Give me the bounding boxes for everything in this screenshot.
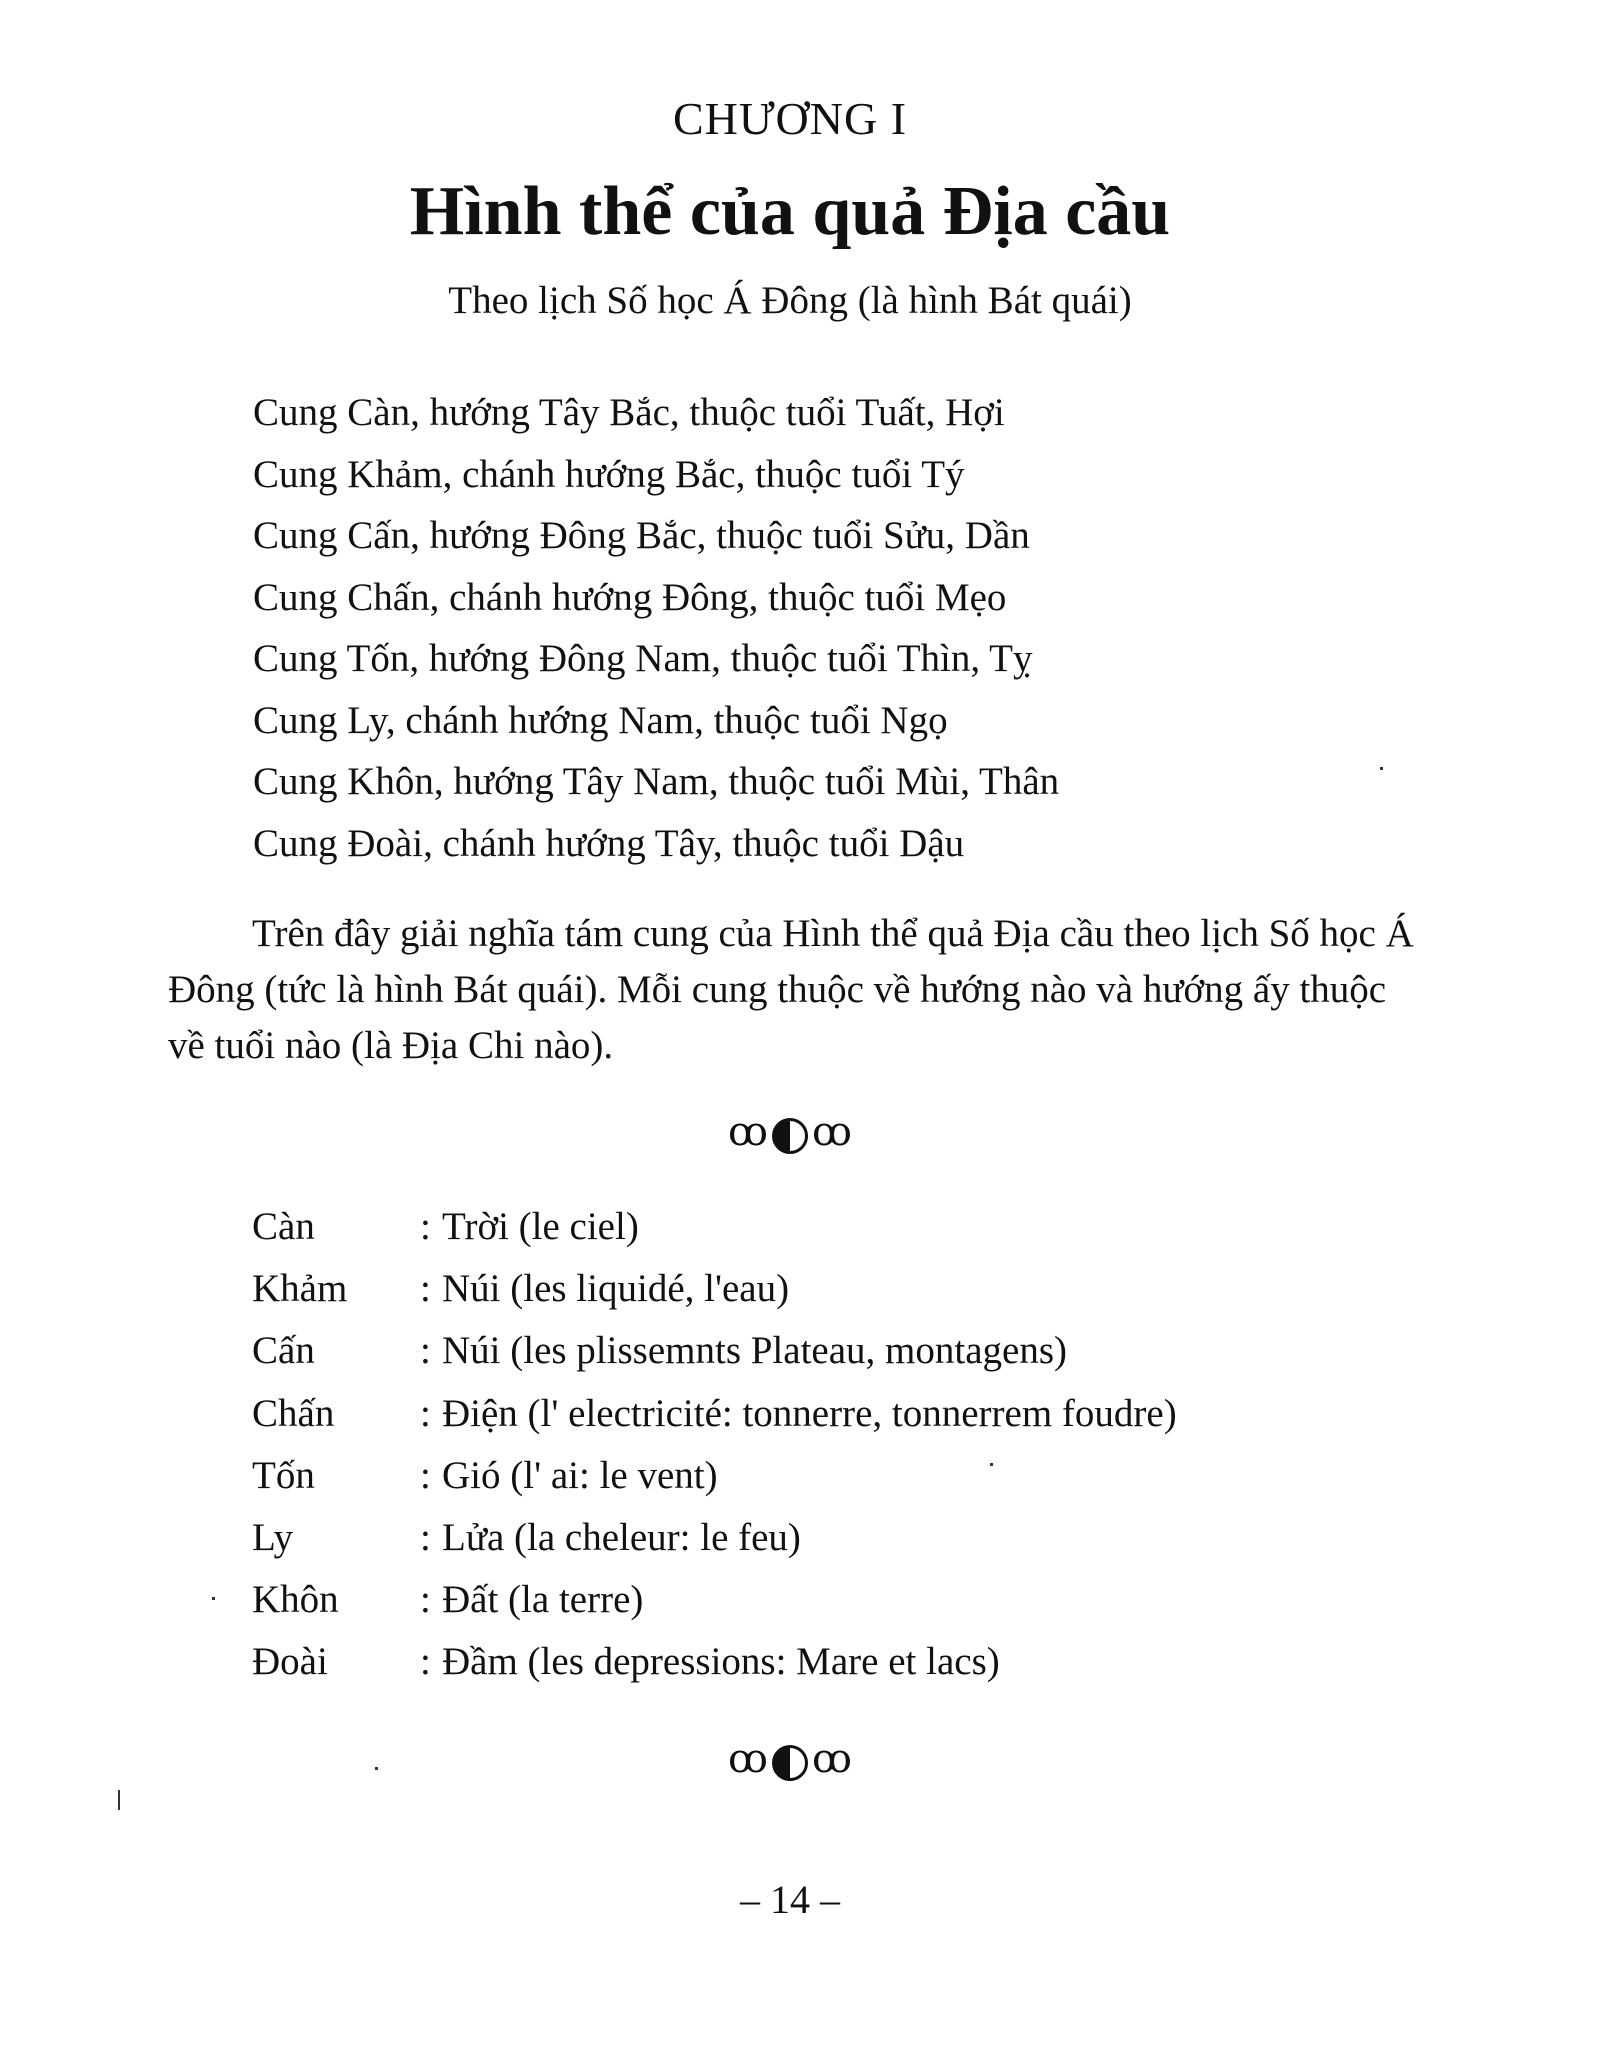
cung-item: Cung Chấn, chánh hướng Đông, thuộc tuổi Mẹo xyxy=(253,575,1007,619)
scan-speck xyxy=(212,1597,215,1600)
ornament-right: ꝏ xyxy=(812,1109,852,1154)
cung-item: Cung Cấn, hướng Đông Bắc, thuộc tuổi Sửu, Dần xyxy=(253,514,1030,557)
glossary-row xyxy=(252,1631,1452,1693)
glossary-row xyxy=(252,1258,1452,1320)
explanation-paragraph xyxy=(168,906,1418,1074)
scan-speck xyxy=(375,1767,378,1770)
glossary-definition: Gió (l' ai: le vent) xyxy=(442,1453,718,1497)
cung-item: Cung Tốn, hướng Đông Nam, thuộc tuổi Thìn, Tỵ xyxy=(253,637,1033,680)
cung-item: Cung Khảm, chánh hướng Bắc, thuộc tuổi Tý xyxy=(253,452,965,496)
glossary-row xyxy=(252,1445,1452,1507)
chapter-title: Hình thể của quả Địa cầu xyxy=(409,173,1171,250)
glossary-term: Càn xyxy=(252,1205,315,1248)
ornament-left: ꝏ xyxy=(728,1736,768,1781)
glossary-colon: : xyxy=(420,1329,431,1373)
cung-item: Cung Càn, hướng Tây Bắc, thuộc tuổi Tuất, Hợi xyxy=(253,391,1005,434)
glossary-term: Chấn xyxy=(252,1391,335,1435)
ornament-divider xyxy=(0,1108,1580,1155)
glossary-term: Cấn xyxy=(252,1329,315,1373)
glossary-row xyxy=(252,1320,1452,1382)
glossary-row xyxy=(252,1507,1452,1569)
glossary-colon: : xyxy=(420,1515,431,1559)
glossary-colon: : xyxy=(420,1640,431,1684)
glossary-definition: Trời (le ciel) xyxy=(442,1205,639,1248)
paragraph-text: Trên đây giải nghĩa tám cung của Hình thể quả Địa cầu theo lịch Số học Á Đông (tức là hình Bát quái). Mỗi cung thuộc về hướng nào và hướng ấy thuộc về tuổi nào (là Địa Chi nào). xyxy=(168,912,1414,1067)
glossary-definition: Núi (les plissemnts Plateau, montagens) xyxy=(442,1329,1067,1373)
cung-item: Cung Đoài, chánh hướng Tây, thuộc tuổi Dậu xyxy=(253,821,965,865)
cung-list xyxy=(253,382,1453,874)
glossary-definition: Đầm (les depressions: Mare et lacs) xyxy=(442,1640,1000,1684)
page-number: – 14 – xyxy=(740,1877,840,1922)
glossary-definition: Lửa (la cheleur: le feu) xyxy=(442,1515,801,1559)
glossary-term: Khảm xyxy=(252,1267,348,1311)
cung-item: Cung Ly, chánh hướng Nam, thuộc tuổi Ngọ xyxy=(253,698,948,742)
glossary-row xyxy=(252,1569,1452,1631)
glossary-term: Tốn xyxy=(252,1453,315,1497)
glossary-definition: Điện (l' electricité: tonnerre, tonnerrem foudre) xyxy=(442,1391,1177,1435)
cung-item: Cung Khôn, hướng Tây Nam, thuộc tuổi Mùi, Thân xyxy=(253,760,1060,803)
chapter-label: CHƯƠNG I xyxy=(672,93,908,144)
chapter-subtitle: Theo lịch Số học Á Đông (là hình Bát quái) xyxy=(448,279,1132,322)
ornament-left: ꝏ xyxy=(728,1109,768,1154)
glossary-term: Khôn xyxy=(252,1578,339,1622)
glossary-term: Ly xyxy=(252,1515,294,1559)
glossary-definition: Đất (la terre) xyxy=(442,1578,644,1622)
glossary-colon: : xyxy=(420,1578,431,1622)
glossary-term: Đoài xyxy=(252,1640,328,1684)
glossary-colon: : xyxy=(420,1267,431,1311)
glossary-colon: : xyxy=(420,1205,431,1248)
yin-yang-icon xyxy=(772,1745,808,1781)
scan-speck xyxy=(1380,767,1383,770)
glossary-row xyxy=(252,1196,1452,1258)
glossary-definition: Núi (les liquidé, l'eau) xyxy=(442,1267,790,1311)
glossary-row xyxy=(252,1383,1452,1445)
yin-yang-icon xyxy=(772,1118,808,1154)
scan-speck xyxy=(118,1790,120,1810)
glossary-colon: : xyxy=(420,1453,431,1497)
trigram-glossary xyxy=(252,1196,1452,1694)
scan-speck xyxy=(990,1463,993,1466)
glossary-colon: : xyxy=(420,1391,431,1435)
ornament-divider xyxy=(0,1735,1580,1782)
ornament-right: ꝏ xyxy=(812,1736,852,1781)
